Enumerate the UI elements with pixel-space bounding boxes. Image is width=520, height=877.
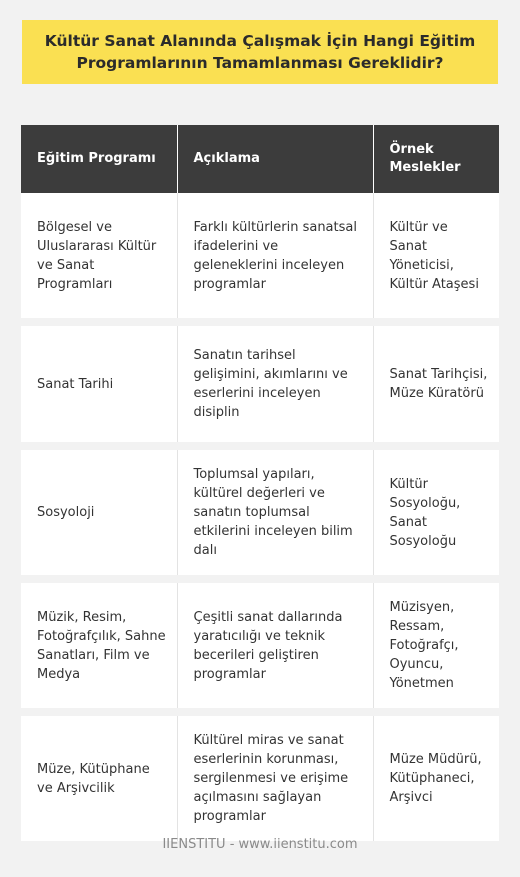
table-header-row xyxy=(21,125,499,193)
description-cell: Kültürel miras ve sanat eserlerinin korunması, sergilenmesi ve erişime açılmasını sağlayan programlar xyxy=(177,712,373,845)
column-header-program: Eğitim Programı xyxy=(21,125,177,193)
footer-credit: IIENSTITU - www.iienstitu.com xyxy=(162,837,358,852)
description-cell: Toplumsal yapıları, kültürel değerleri ve sanatın toplumsal etkilerini inceleyen bilim dalı xyxy=(177,446,373,579)
program-cell: Müzik, Resim, Fotoğrafçılık, Sahne Sanatları, Film ve Medya xyxy=(21,579,177,712)
description-cell: Sanatın tarihsel gelişimini, akımlarını ve eserlerini inceleyen disiplin xyxy=(177,322,373,446)
table-row xyxy=(21,322,499,446)
professions-cell: Kültür ve Sanat Yöneticisi, Kültür Ataşesi xyxy=(373,193,499,322)
programs-table xyxy=(21,125,499,849)
title-banner xyxy=(22,20,498,84)
table-row xyxy=(21,579,499,712)
column-header-description: Açıklama xyxy=(177,125,373,193)
description-cell: Farklı kültürlerin sanatsal ifadelerini ve geleneklerini inceleyen programlar xyxy=(177,193,373,322)
professions-cell: Müze Müdürü, Kütüphaneci, Arşivci xyxy=(373,712,499,845)
professions-cell: Sanat Tarihçisi, Müze Küratörü xyxy=(373,322,499,446)
professions-cell: Müzisyen, Ressam, Fotoğrafçı, Oyuncu, Yönetmen xyxy=(373,579,499,712)
program-cell: Bölgesel ve Uluslararası Kültür ve Sanat Programları xyxy=(21,193,177,322)
description-cell: Çeşitli sanat dallarında yaratıcılığı ve teknik becerileri geliştiren programlar xyxy=(177,579,373,712)
table-row xyxy=(21,446,499,579)
professions-cell: Kültür Sosyoloğu, Sanat Sosyoloğu xyxy=(373,446,499,579)
table-row xyxy=(21,193,499,322)
program-cell: Sanat Tarihi xyxy=(21,322,177,446)
program-cell: Müze, Kütüphane ve Arşivcilik xyxy=(21,712,177,845)
page-title: Kültür Sanat Alanında Çalışmak İçin Hangi Eğitim Programlarının Tamamlanması Gereklidir? xyxy=(44,32,476,72)
table-row xyxy=(21,712,499,845)
program-cell: Sosyoloji xyxy=(21,446,177,579)
column-header-professions: Örnek Meslekler xyxy=(373,125,499,193)
